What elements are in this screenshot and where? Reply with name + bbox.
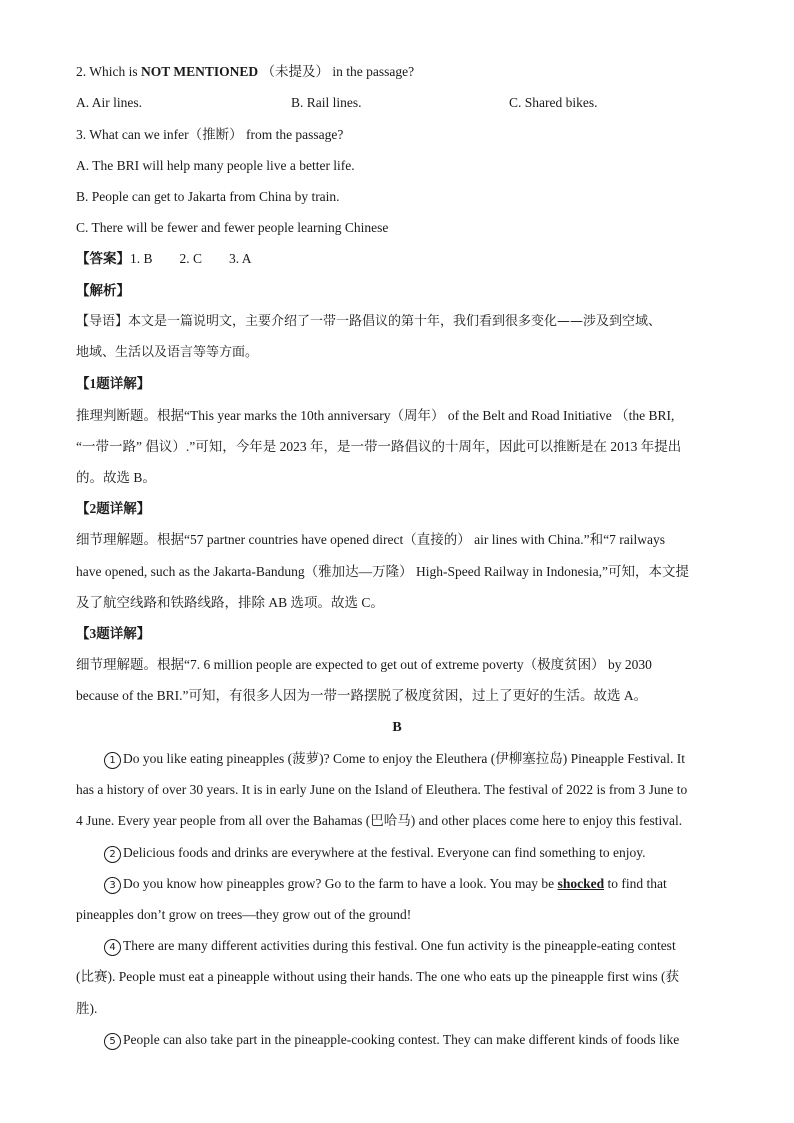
- passage-p5-line-1: [76, 1030, 726, 1050]
- detail-1-title: 【1题详解】: [76, 376, 151, 391]
- detail-1-line: 的。故选 B。: [76, 470, 156, 485]
- guide-line-1: 【导语】本文是一篇说明文，主要介绍了一带一路倡议的第十年，我们看到很多变化——涉及到空域、: [76, 314, 662, 329]
- p1-text: Do you like eating pineapples (菠萝)? Come to enjoy the Eleuthera (伊柳塞拉岛) Pineapple Festival. It: [123, 751, 685, 766]
- paragraph-number-2: 2: [104, 846, 121, 863]
- detail-2-title: 【2题详解】: [76, 501, 151, 516]
- p5-text: People can also take part in the pineapple-cooking contest. They can make different kinds of foods like: [123, 1032, 680, 1047]
- q3-option-c: C. There will be fewer and fewer people learning Chinese: [76, 220, 389, 235]
- p2-text: Delicious foods and drinks are everywhere at the festival. Everyone can find something to enjoy.: [123, 845, 646, 860]
- p3-text-post: to find that: [604, 876, 667, 891]
- q2-option-c: C. Shared bikes.: [509, 95, 598, 110]
- detail-3-line: because of the BRI.”可知，有很多人因为一带一路摆脱了极度贫困，过上了更好的生活。故选 A。: [76, 688, 648, 703]
- detail-2-line: have opened, such as the Jakarta-Bandung（雅加达—万隆） High-Speed Railway in Indonesia,”可知，本文提: [76, 564, 689, 579]
- q2-not-mentioned: NOT MENTIONED: [141, 64, 259, 79]
- q3-option-a: A. The BRI will help many people live a better life.: [76, 158, 355, 173]
- question-3-stem: 3. What can we infer（推断） from the passage?: [76, 127, 344, 142]
- analysis-tag: 【解析】: [76, 283, 130, 298]
- detail-1-line: 推理判断题。根据“This year marks the 10th anniversary（周年） of the Belt and Road Initiative （the BRI,: [76, 408, 675, 423]
- q2-prefix: 2. Which is: [76, 64, 141, 79]
- paragraph-number-5: 5: [104, 1033, 121, 1050]
- q3-option-b: B. People can get to Jakarta from China by train.: [76, 189, 340, 204]
- detail-3-title: 【3题详解】: [76, 626, 151, 641]
- paragraph-number-4: 4: [104, 939, 121, 956]
- answer-line: [76, 249, 726, 269]
- guide-line-2: 地域、生活以及语言等等方面。: [76, 345, 259, 360]
- answer-tag: 【答案】: [76, 251, 130, 266]
- passage-p3-line-1: [76, 874, 726, 894]
- passage-p1-line-3: 4 June. Every year people from all over the Bahamas (巴哈马) and other places come here to enjoy this festival.: [76, 813, 683, 828]
- passage-p1-line-1: [76, 749, 726, 769]
- detail-2-line: 及了航空线路和铁路线路，排除 AB 选项。故选 C。: [76, 595, 384, 610]
- paragraph-number-3: 3: [104, 877, 121, 894]
- p3-text-pre: Do you know how pineapples grow? Go to the farm to have a look. You may be: [123, 876, 558, 891]
- q2-suffix: （未提及） in the passage?: [258, 64, 415, 79]
- detail-1-line: “一带一路” 倡议）.”可知，今年是 2023 年，是一带一路倡议的十周年，因此可以推断是在 2013 年提出: [76, 439, 682, 454]
- q2-option-b: B. Rail lines.: [291, 95, 362, 110]
- question-2-stem: [76, 62, 726, 82]
- section-b-heading: B: [392, 720, 402, 735]
- detail-3-line: 细节理解题。根据“7. 6 million people are expected to get out of extreme poverty（极度贫困） by 2030: [76, 657, 652, 672]
- passage-p3-line-2: pineapples don’t grow on trees—they grow out of the ground!: [76, 907, 412, 922]
- q2-option-a: A. Air lines.: [76, 95, 142, 110]
- passage-p4-line-2: (比赛). People must eat a pineapple without using their hands. The one who eats up the pineapple first wins (获: [76, 969, 679, 984]
- passage-p4-line-1: [76, 936, 726, 956]
- passage-p1-line-2: has a history of over 30 years. It is in early June on the Island of Eleuthera. The festival of 2022 is from 3 June to: [76, 782, 688, 797]
- passage-p2-line-1: [76, 843, 726, 863]
- answer-text: 1. B 2. C 3. A: [130, 251, 252, 266]
- detail-2-line: 细节理解题。根据“57 partner countries have opened direct（直接的） air lines with China.”和“7 railways: [76, 532, 665, 547]
- paragraph-number-1: 1: [104, 752, 121, 769]
- underlined-word-shocked: shocked: [557, 876, 605, 891]
- passage-p4-line-3: 胜).: [76, 1001, 98, 1016]
- p4-text: There are many different activities during this festival. One fun activity is the pineapple-eating contest: [123, 938, 676, 953]
